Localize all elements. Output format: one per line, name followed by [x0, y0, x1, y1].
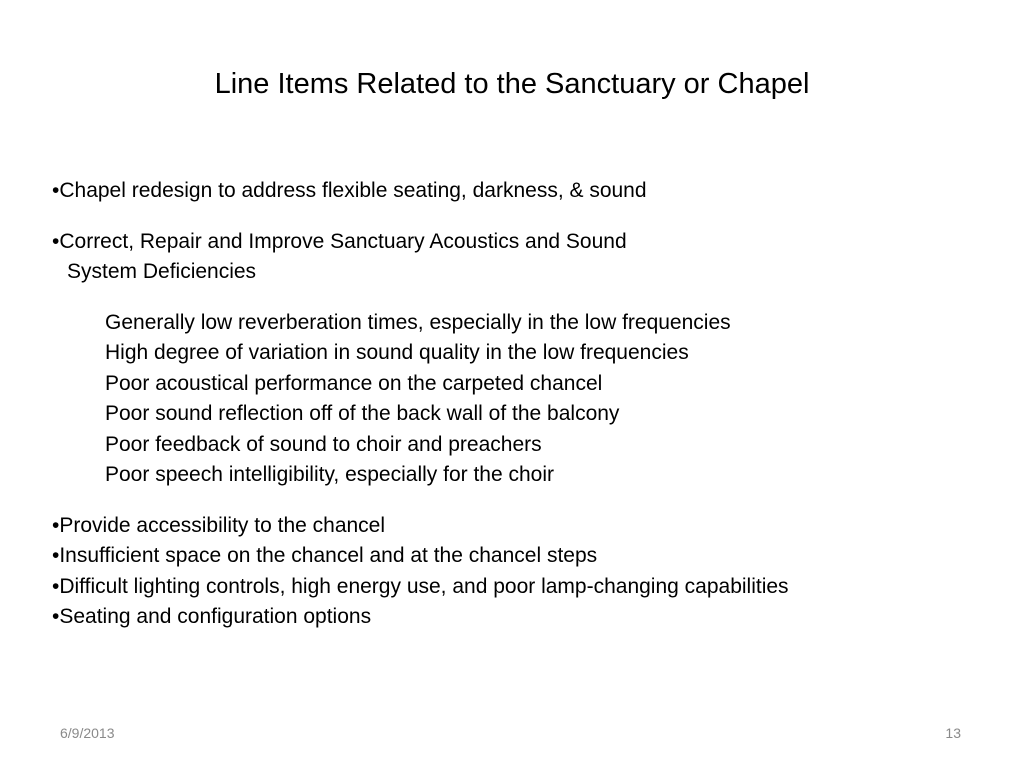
footer-page-number: 13 — [945, 725, 961, 741]
subitem-balcony-reflection: Poor sound reflection off of the back wall of the balcony — [105, 402, 620, 425]
subitem-reverberation: Generally low reverberation times, especially in the low frequencies — [105, 310, 731, 334]
subitem-feedback: Poor feedback of sound to choir and preachers — [105, 432, 542, 456]
bullet-accessibility: •Provide accessibility to the chancel — [52, 513, 386, 537]
bullet-acoustics-continuation: System Deficiencies — [67, 260, 257, 283]
bullet-acoustics: •Correct, Repair and Improve Sanctuary Acoustics and Sound — [52, 229, 627, 253]
bullet-lighting: •Difficult lighting controls, high energy use, and poor lamp-changing capabilities — [52, 574, 789, 598]
footer-date: 6/9/2013 — [60, 725, 115, 741]
bullet-chapel-redesign: •Chapel redesign to address flexible seating, darkness, & sound — [52, 179, 647, 202]
bullet-chancel-space: •Insufficient space on the chancel and at the chancel steps — [52, 544, 598, 567]
slide-title: Line Items Related to the Sanctuary or Chapel — [214, 68, 810, 100]
bullet-seating: •Seating and configuration options — [52, 605, 372, 628]
subitem-carpeted-chancel: Poor acoustical performance on the carpeted chancel — [105, 371, 603, 395]
slide-body — [52, 176, 982, 633]
subitem-sound-variation: High degree of variation in sound quality in the low frequencies — [105, 341, 689, 364]
acoustics-subitems — [52, 308, 982, 491]
subitem-intelligibility: Poor speech intelligibility, especially for the choir — [105, 463, 554, 486]
